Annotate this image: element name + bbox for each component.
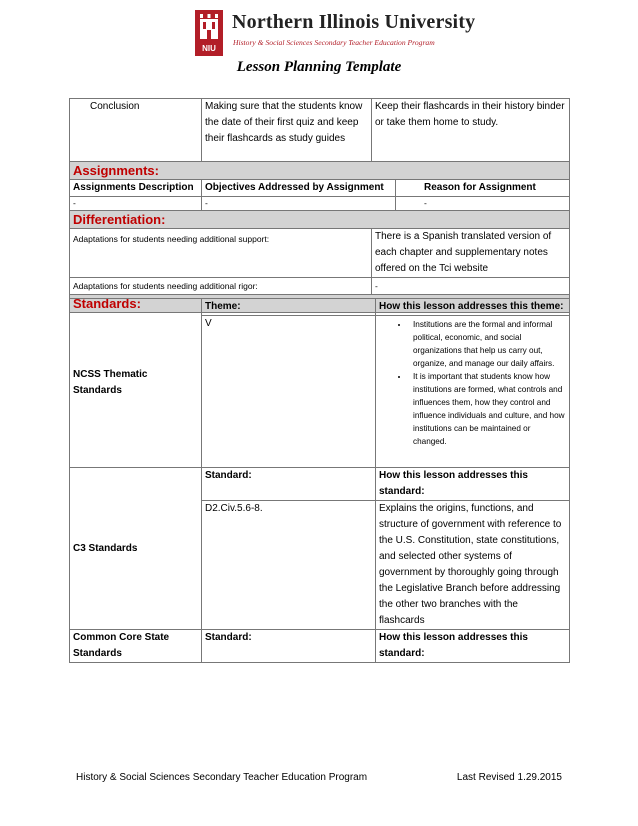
- common-core-how-header: How this lesson addresses this standard:: [376, 630, 570, 663]
- logo-letters: NIU: [202, 44, 216, 53]
- ncss-theme-value: V: [202, 316, 376, 468]
- rigor-label: Adaptations for students needing additional rigor:: [70, 278, 372, 295]
- conclusion-objective: Making sure that the students know the date of their first quiz and keep their flashcards as study guides: [202, 99, 372, 162]
- standards-heading: Standards:: [70, 295, 570, 313]
- niu-logo: [194, 10, 476, 58]
- c3-label: C3 Standards: [70, 468, 202, 630]
- common-core-label: Common Core State Standards: [70, 630, 202, 663]
- conclusion-row: [70, 99, 570, 162]
- footer-program: History & Social Sciences Secondary Teacher Education Program: [76, 772, 368, 783]
- c3-header-row: [70, 468, 570, 501]
- col-reason-for-assignment: Reason for Assignment: [396, 180, 570, 197]
- c3-standard-header: Standard:: [202, 468, 376, 501]
- ncss-label: NCSS Thematic Standards: [70, 299, 202, 468]
- assignment-reason-value: -: [396, 197, 570, 211]
- program-name: History & Social Sciences Secondary Teacher Education Program: [233, 38, 435, 47]
- assignment-objectives-value: -: [202, 197, 396, 211]
- assignment-description-value: -: [70, 197, 202, 211]
- support-label: Adaptations for students needing additional support:: [70, 229, 372, 278]
- assignments-columns-row: [70, 180, 570, 197]
- assignments-heading: Assignments:: [70, 162, 570, 180]
- ncss-theme-header: Theme:: [202, 299, 376, 316]
- footer-revised: Last Revised 1.29.2015: [456, 772, 562, 783]
- ncss-bullet: • It is important that students know how institutions are formed, what controls and influences them, how they control and influence individuals and culture, and how institutions can be maintained or changed.: [409, 370, 566, 448]
- c3-how-value: Explains the origins, functions, and structure of government with reference to the U.S. Constitution, state constitutions, and selected other systems of government by thoroughly going through the Legislative Branch before addressing the other two branches with the flashcards: [376, 501, 570, 630]
- conclusion-detail: Keep their flashcards in their history binder or take them home to study.: [372, 99, 570, 162]
- differentiation-header-row: [70, 211, 570, 229]
- niu-tower-logo-icon: [194, 10, 224, 56]
- c3-how-header: How this lesson addresses this standard:: [376, 468, 570, 501]
- ncss-how-header: How this lesson addresses this theme:: [376, 299, 570, 316]
- ncss-how-cell: [376, 316, 570, 468]
- rigor-row: [70, 278, 570, 295]
- col-assignments-description: Assignments Description: [70, 180, 202, 197]
- lesson-table: [69, 98, 570, 313]
- c3-standard-value: D2.Civ.5.6-8.: [202, 501, 376, 630]
- ncss-bullet-list: [379, 318, 566, 448]
- conclusion-label: Conclusion: [70, 99, 202, 162]
- standards-table: [69, 298, 570, 663]
- page-title: Lesson Planning Template: [236, 59, 402, 75]
- differentiation-heading: Differentiation:: [70, 211, 570, 229]
- common-core-standard-header: Standard:: [202, 630, 376, 663]
- ncss-header-row: [70, 299, 570, 316]
- rigor-value: -: [372, 278, 570, 295]
- ncss-bullet: • Institutions are the formal and informal political, economic, and social organizations that help us carry out, organize, and manage our daily affairs.: [409, 318, 566, 370]
- support-value: There is a Spanish translated version of each chapter and supplementary notes offered on the Tci website: [372, 229, 570, 278]
- support-row: [70, 229, 570, 278]
- common-core-row: [70, 630, 570, 663]
- assignments-data-row: [70, 197, 570, 211]
- university-name: Northern Illinois University: [232, 11, 476, 33]
- col-objectives-addressed: Objectives Addressed by Assignment: [202, 180, 396, 197]
- assignments-header-row: [70, 162, 570, 180]
